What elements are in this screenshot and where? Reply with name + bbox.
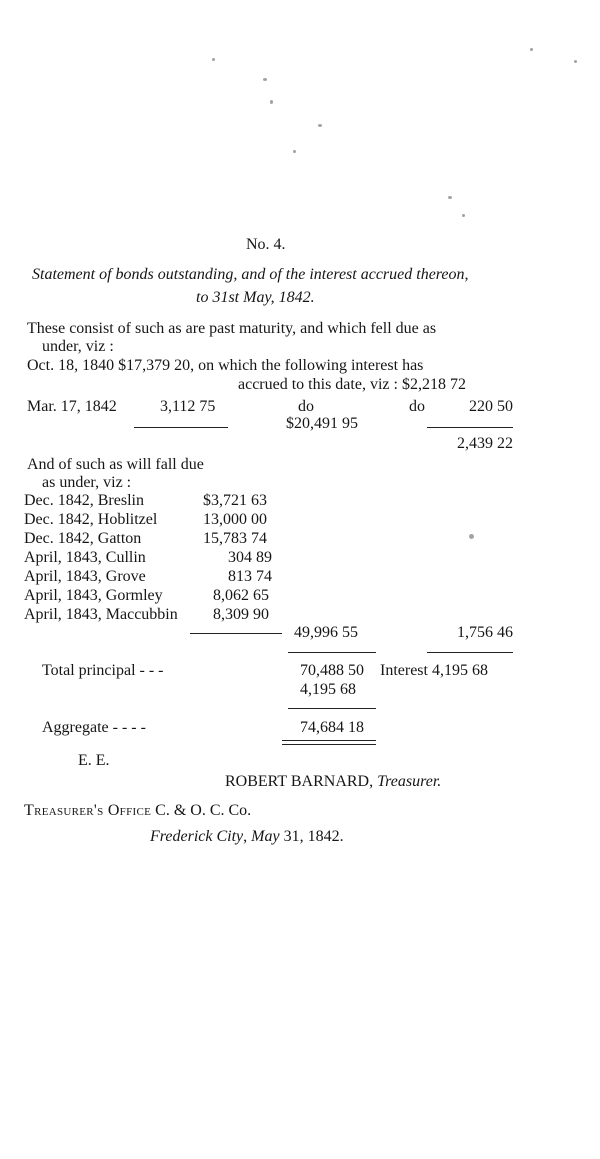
rule [427, 652, 513, 653]
list-item-amount: 8,309 90 [213, 606, 269, 623]
list-item-amount: 304 89 [228, 549, 272, 566]
row-oct-1840-cont: accrued to this date, viz : $2,218 72 [238, 376, 466, 393]
row-mar-1842-amount: 3,112 75 [160, 398, 216, 415]
aggregate-label: Aggregate - - - - [42, 719, 146, 736]
list-item-amount: 13,000 00 [203, 511, 267, 528]
place-date [150, 828, 344, 846]
list-item: April, 1843, Grove [24, 568, 146, 585]
subtotal-future-interest: 1,756 46 [457, 624, 513, 641]
rule [134, 427, 228, 428]
office-name: Treasurer's Office [24, 802, 152, 819]
row-mar-1842-do-2: do [409, 398, 425, 415]
total-interest: Interest 4,195 68 [380, 662, 488, 679]
month: May [251, 828, 280, 845]
future-intro-line-2: as under, viz : [42, 474, 132, 491]
place: Frederick City [150, 828, 244, 845]
office-company: C. & O. C. Co. [151, 802, 252, 819]
total-principal-value: 70,488 50 [300, 662, 364, 679]
list-item-amount: 8,062 65 [213, 587, 269, 604]
subtotal-past-principal: $20,491 95 [286, 415, 358, 432]
interest-carried: 4,195 68 [300, 681, 356, 698]
intro-line-1: These consist of such as are past maturity, and which fell due as [27, 320, 437, 337]
statement-title-line-1: Statement of bonds outstanding, and of the interest accrued thereon, [32, 266, 469, 283]
list-item-amount: 15,783 74 [203, 530, 267, 547]
subtotal-past-interest: 2,439 22 [457, 435, 513, 452]
row-mar-1842-do-1: do [298, 398, 314, 415]
subtotal-future-principal: 49,996 55 [294, 624, 358, 641]
row-mar-1842-interest: 220 50 [469, 398, 513, 415]
list-item: April, 1843, Gormley [24, 587, 163, 604]
rule [427, 427, 513, 428]
list-item: Dec. 1842, Gatton [24, 530, 142, 547]
rule [190, 633, 282, 634]
row-mar-1842-date: Mar. 17, 1842 [27, 398, 117, 415]
intro-line-2: under, viz : [42, 338, 114, 355]
total-principal-label: Total principal - - - [42, 662, 164, 679]
list-item: April, 1843, Maccubbin [24, 606, 178, 623]
list-item-amount: $3,721 63 [203, 492, 267, 509]
list-item: April, 1843, Cullin [24, 549, 146, 566]
rule [288, 652, 376, 653]
table-number: No. 4. [246, 236, 286, 253]
day-year: 31, 1842. [279, 828, 344, 845]
row-oct-1840: Oct. 18, 1840 $17,379 20, on which the following interest has [27, 357, 424, 374]
list-item-amount: 813 74 [228, 568, 272, 585]
double-rule [282, 740, 376, 745]
rule [288, 708, 376, 709]
treasurer-title: Treasurer. [377, 773, 442, 790]
aggregate-value: 74,684 18 [300, 719, 364, 736]
future-intro-line-1: And of such as will fall due [27, 456, 204, 473]
treasurer-signature [225, 773, 441, 791]
list-item: Dec. 1842, Hoblitzel [24, 511, 158, 528]
errors-excepted: E. E. [78, 752, 110, 769]
place-comma: , [243, 828, 252, 845]
treasurer-name: ROBERT BARNARD [225, 773, 370, 790]
treasurer-comma: , [369, 773, 378, 790]
statement-title-line-2: to 31st May, 1842. [196, 289, 315, 306]
office-line [24, 802, 251, 820]
list-item: Dec. 1842, Breslin [24, 492, 144, 509]
